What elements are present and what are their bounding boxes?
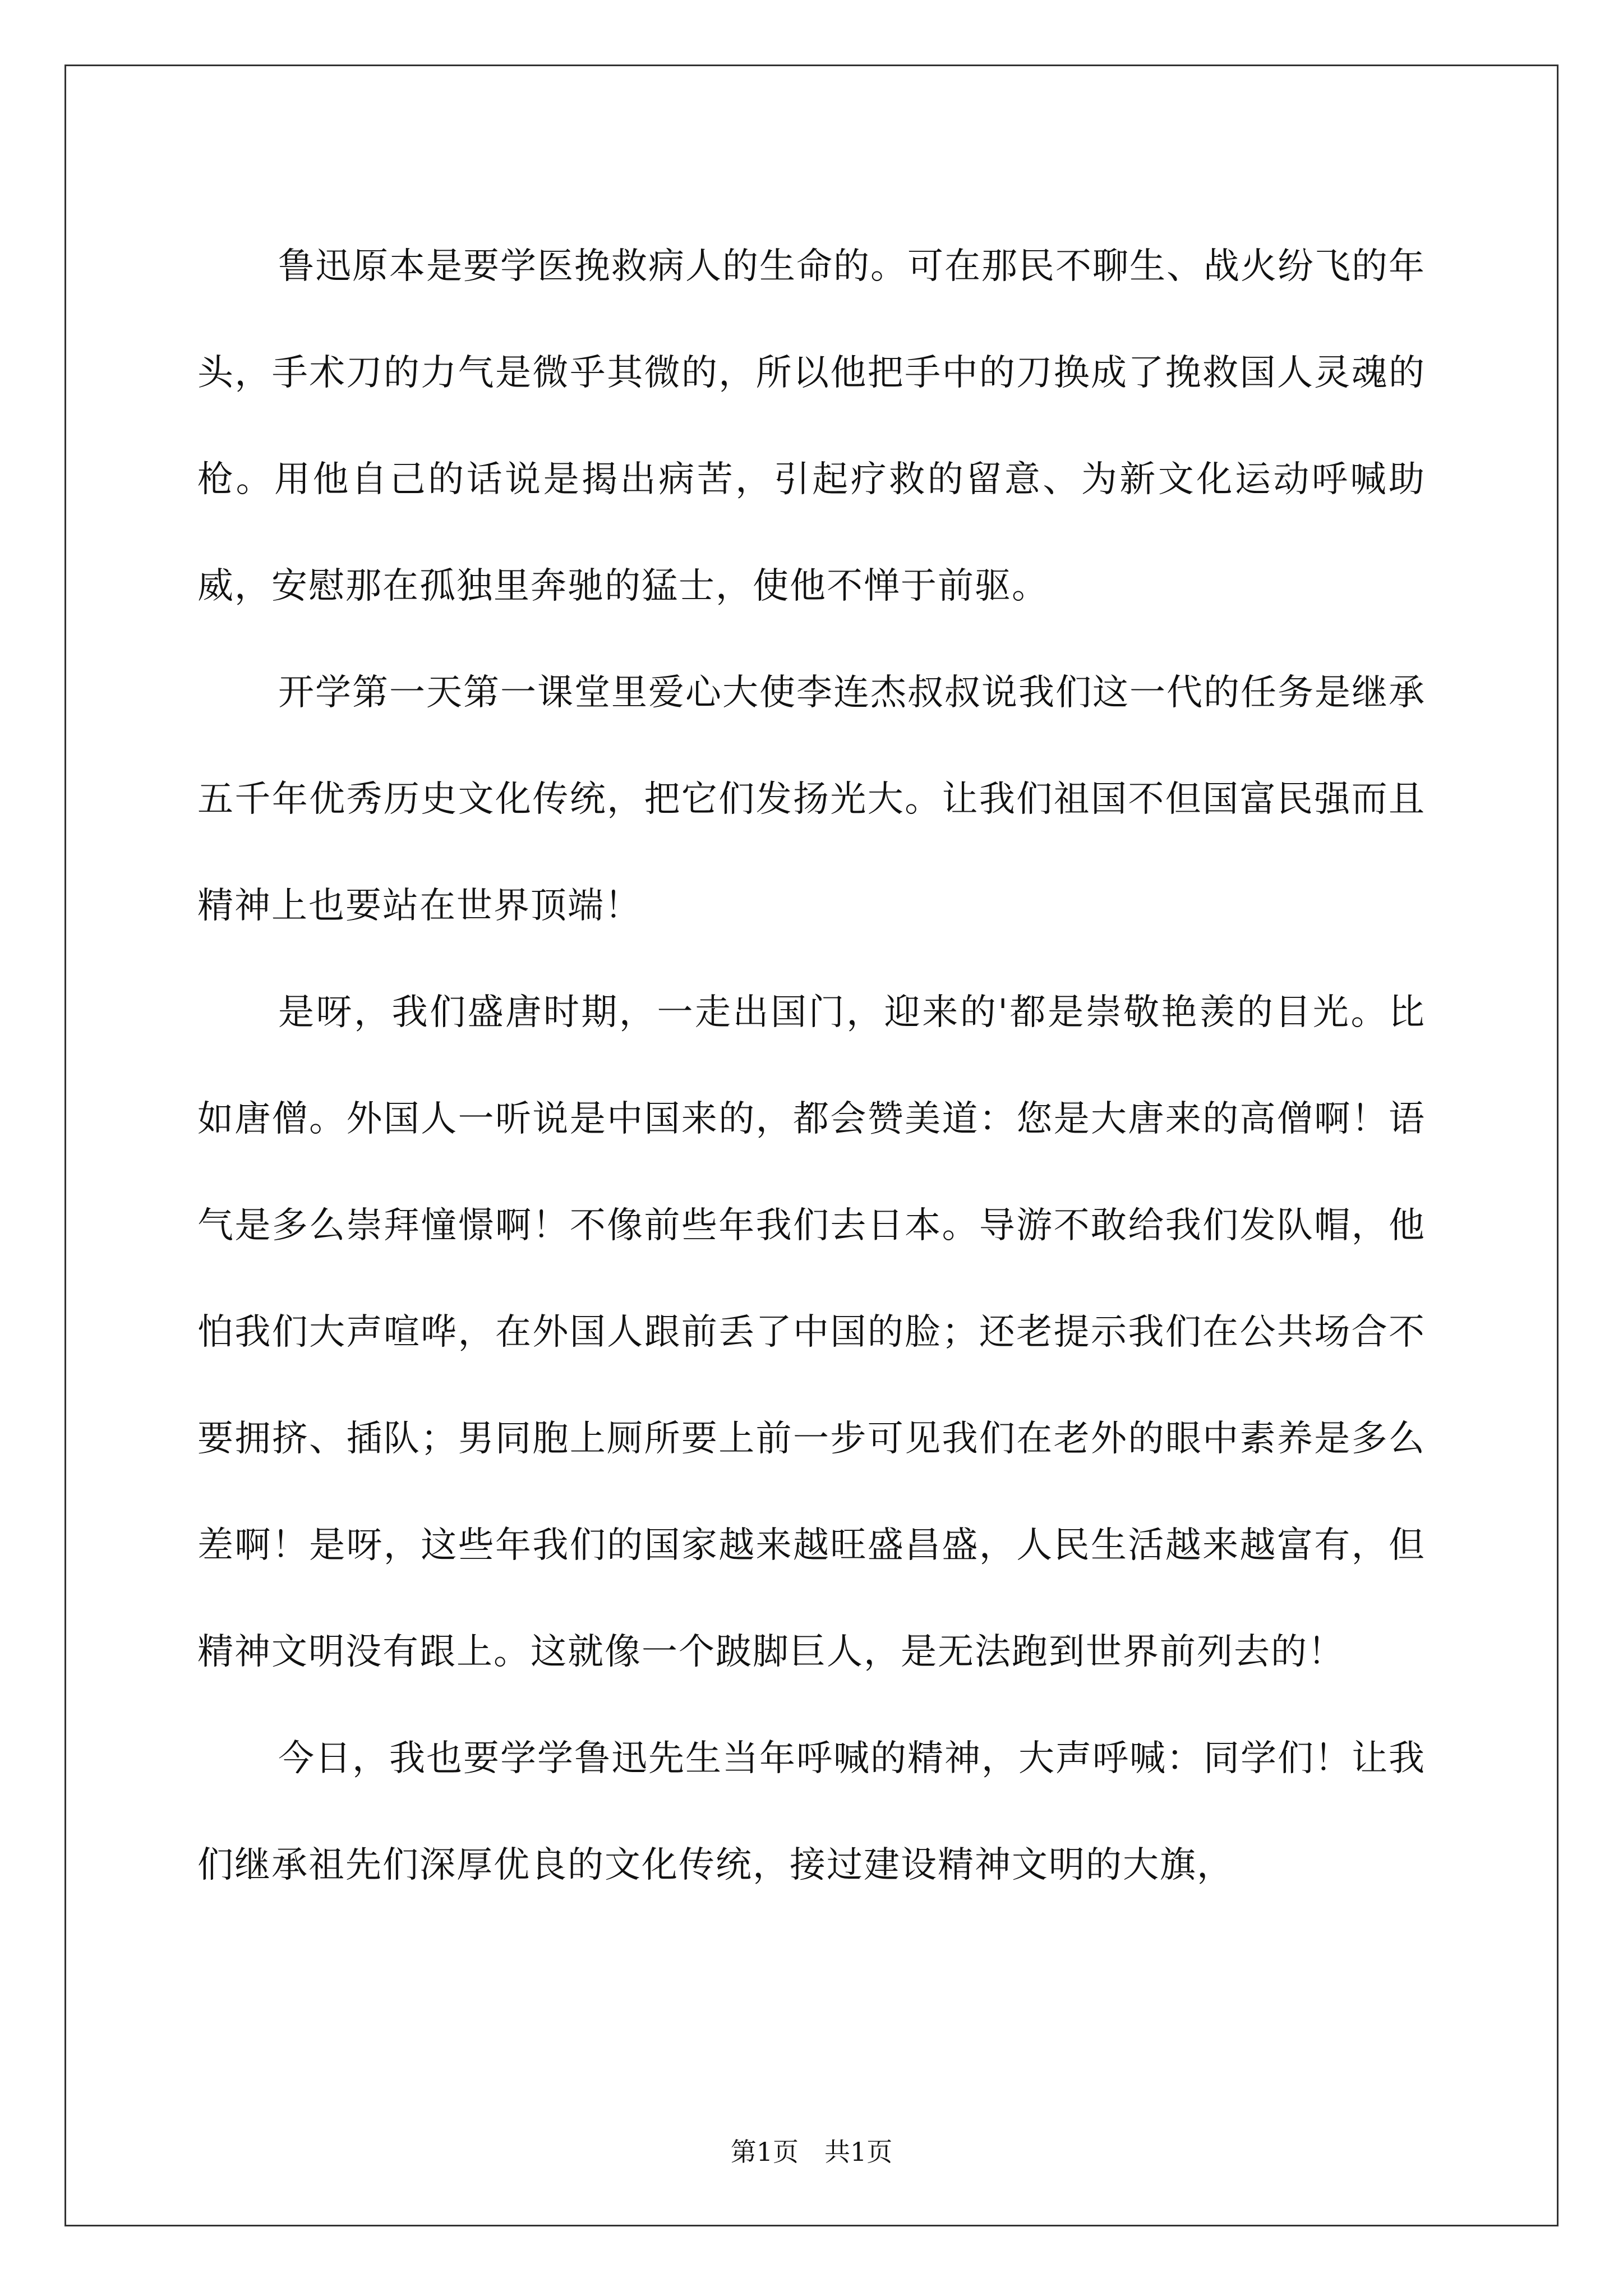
document-body [197, 213, 1426, 1918]
paragraph-3: 是呀，我们盛唐时期，一走出国门，迎来的'都是崇敬艳羡的目光。比如唐僧。外国人一听说是中国来的，都会赞美道：您是大唐来的高僧啊！语气是多么崇拜憧憬啊！不像前些年我们去日本。导游不敢给我们发队帽，他怕我们大声喧哗，在外国人跟前丢了中国的脸；还老提示我们在公共场合不要拥挤、插队；男同胞上厕所要上前一步可见我们在老外的眼中素养是多么差啊！是呀，这些年我们的国家越来越旺盛昌盛，人民生活越来越富有，但精神文明没有跟上。这就像一个跛脚巨人，是无法跑到世界前列去的！ [197, 992, 1426, 1673]
paragraph-2: 开学第一天第一课堂里爱心大使李连杰叔叔说我们这一代的任务是继承五千年优秀历史文化传统，把它们发扬光大。让我们祖国不但国富民强而且精神上也要站在世界顶端！ [197, 672, 1426, 927]
paragraph-1: 鲁迅原本是要学医挽救病人的生命的。可在那民不聊生、战火纷飞的年头，手术刀的力气是微乎其微的，所以他把手中的刀换成了挽救国人灵魂的枪。用他自己的话说是揭出病苦，引起疗救的留意、为新文化运动呼喊助威，安慰那在孤独里奔驰的猛士，使他不惮于前驱。 [197, 246, 1426, 607]
page-number-footer: 第1页 共1页 [730, 2137, 893, 2167]
paragraph-4: 今日，我也要学学鲁迅先生当年呼喊的精神，大声呼喊：同学们！让我们继承祖先们深厚优良的文化传统，接过建设精神文明的大旗， [197, 1738, 1426, 1886]
